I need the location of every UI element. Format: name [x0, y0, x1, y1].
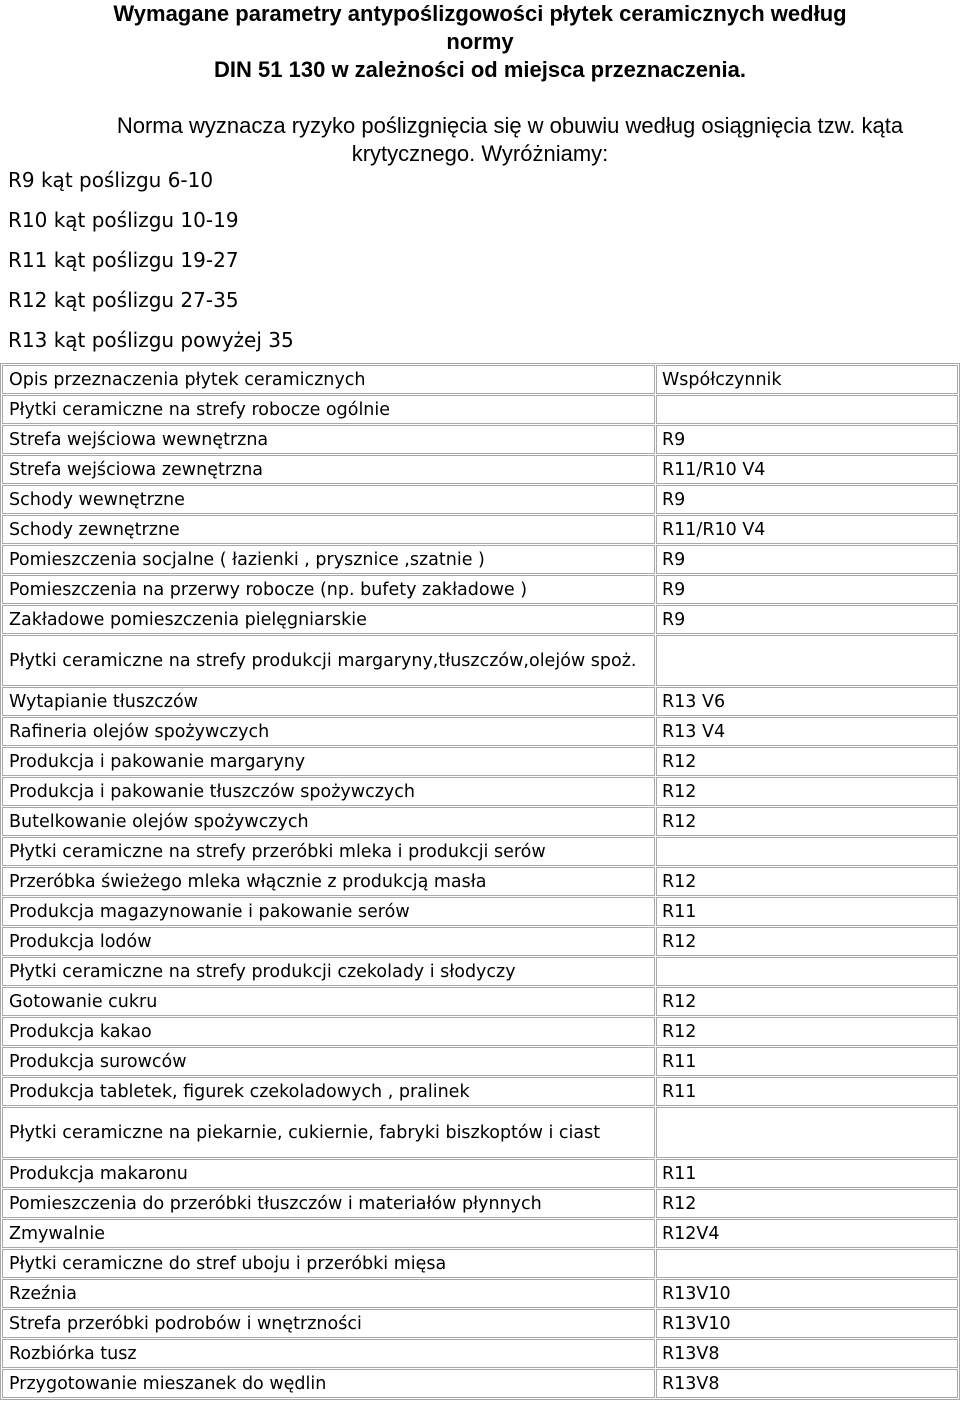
table-row — [2, 1077, 958, 1106]
row-coefficient: R12 — [656, 927, 958, 956]
row-description: Produkcja surowców — [2, 1047, 655, 1076]
row-coefficient: R11 — [656, 1159, 958, 1188]
table-section-row — [2, 395, 958, 424]
row-description: Pomieszczenia socjalne ( łazienki , prysznice ,szatnie ) — [2, 545, 655, 574]
row-description: Strefa wejściowa zewnętrzna — [2, 455, 655, 484]
table-row — [2, 455, 958, 484]
row-description: Produkcja i pakowanie tłuszczów spożywczych — [2, 777, 655, 806]
table-row — [2, 545, 958, 574]
table-row — [2, 1219, 958, 1248]
row-coefficient: R13V10 — [656, 1279, 958, 1308]
row-description: Płytki ceramiczne do stref uboju i przeróbki mięsa — [2, 1249, 655, 1278]
row-coefficient: R11/R10 V4 — [656, 515, 958, 544]
row-coefficient — [656, 1107, 958, 1158]
table-row — [2, 927, 958, 956]
row-description: Płytki ceramiczne na piekarnie, cukiernie, fabryki biszkoptów i ciast — [2, 1107, 655, 1158]
row-description: Produkcja i pakowanie margaryny — [2, 747, 655, 776]
row-description: Płytki ceramiczne na strefy robocze ogólnie — [2, 395, 655, 424]
row-coefficient: R9 — [656, 485, 958, 514]
table-row — [2, 1279, 958, 1308]
row-coefficient: R9 — [656, 545, 958, 574]
page-title — [0, 0, 960, 84]
row-coefficient: R12 — [656, 807, 958, 836]
row-coefficient: R9 — [656, 425, 958, 454]
row-description: Pomieszczenia na przerwy robocze (np. bufety zakładowe ) — [2, 575, 655, 604]
row-description: Strefa przeróbki podrobów i wnętrzności — [2, 1309, 655, 1338]
row-description: Rozbiórka tusz — [2, 1339, 655, 1368]
slip-level-r10: R10 kąt poślizgu 10-19 — [8, 208, 239, 232]
row-coefficient: R13V8 — [656, 1369, 958, 1398]
table-row — [2, 687, 958, 716]
row-description: Produkcja tabletek, figurek czekoladowych , pralinek — [2, 1077, 655, 1106]
row-coefficient: R11 — [656, 1077, 958, 1106]
row-coefficient: R13 V6 — [656, 687, 958, 716]
row-coefficient: R12 — [656, 987, 958, 1016]
row-description: Przygotowanie mieszanek do wędlin — [2, 1369, 655, 1398]
row-description: Produkcja makaronu — [2, 1159, 655, 1188]
header-coefficient: Współczynnik — [656, 365, 958, 394]
table-row — [2, 1189, 958, 1218]
title-line-1: Wymagane parametry antypoślizgowości płytek ceramicznych według — [113, 1, 847, 26]
table-row — [2, 605, 958, 634]
row-coefficient: R12 — [656, 777, 958, 806]
row-coefficient: R12 — [656, 1017, 958, 1046]
row-coefficient — [656, 635, 958, 686]
row-description: Gotowanie cukru — [2, 987, 655, 1016]
row-coefficient: R13V8 — [656, 1339, 958, 1368]
slip-level-r12: R12 kąt poślizgu 27-35 — [8, 288, 239, 312]
title-line-2: normy — [446, 29, 514, 54]
row-description: Butelkowanie olejów spożywczych — [2, 807, 655, 836]
table-section-row — [2, 837, 958, 866]
row-description: Produkcja magazynowanie i pakowanie serów — [2, 897, 655, 926]
slip-level-r13: R13 kąt poślizgu powyżej 35 — [8, 328, 294, 352]
table-row — [2, 897, 958, 926]
row-description: Produkcja lodów — [2, 927, 655, 956]
row-description: Pomieszczenia do przeróbki tłuszczów i materiałów płynnych — [2, 1189, 655, 1218]
row-description: Wytapianie tłuszczów — [2, 687, 655, 716]
table-row — [2, 1159, 958, 1188]
row-description: Przeróbka świeżego mleka włącznie z produkcją masła — [2, 867, 655, 896]
row-description: Rafineria olejów spożywczych — [2, 717, 655, 746]
row-description: Schody zewnętrzne — [2, 515, 655, 544]
table-row — [2, 717, 958, 746]
row-coefficient — [656, 395, 958, 424]
row-coefficient: R12 — [656, 1189, 958, 1218]
table-row — [2, 425, 958, 454]
slip-level-r11: R11 kąt poślizgu 19-27 — [8, 248, 239, 272]
table-row — [2, 1047, 958, 1076]
row-coefficient: R13 V4 — [656, 717, 958, 746]
table-row — [2, 575, 958, 604]
row-coefficient: R13V10 — [656, 1309, 958, 1338]
table-section-row — [2, 1249, 958, 1278]
table-row — [2, 515, 958, 544]
table-row — [2, 777, 958, 806]
row-description: Strefa wejściowa wewnętrzna — [2, 425, 655, 454]
slip-levels-list — [8, 160, 294, 360]
table-section-row — [2, 635, 958, 686]
row-coefficient — [656, 837, 958, 866]
row-coefficient — [656, 1249, 958, 1278]
row-coefficient: R12V4 — [656, 1219, 958, 1248]
table-header-row — [2, 365, 958, 394]
table-section-row — [2, 957, 958, 986]
table-row — [2, 747, 958, 776]
table-section-row — [2, 1107, 958, 1158]
row-description: Rzeźnia — [2, 1279, 655, 1308]
row-description: Zmywalnie — [2, 1219, 655, 1248]
row-description: Płytki ceramiczne na strefy przeróbki mleka i produkcji serów — [2, 837, 655, 866]
table-row — [2, 485, 958, 514]
row-description: Zakładowe pomieszczenia pielęgniarskie — [2, 605, 655, 634]
header-description: Opis przeznaczenia płytek ceramicznych — [2, 365, 655, 394]
row-coefficient: R12 — [656, 867, 958, 896]
row-coefficient: R11 — [656, 897, 958, 926]
slip-level-r9: R9 kąt poślizgu 6-10 — [8, 168, 214, 192]
slip-resistance-table — [0, 363, 960, 1400]
row-description: Płytki ceramiczne na strefy produkcji margaryny,tłuszczów,olejów spoż. — [2, 635, 655, 686]
row-coefficient — [656, 957, 958, 986]
table-row — [2, 1309, 958, 1338]
row-description: Schody wewnętrzne — [2, 485, 655, 514]
table-row — [2, 1339, 958, 1368]
row-coefficient: R9 — [656, 575, 958, 604]
table-row — [2, 1369, 958, 1398]
row-description: Produkcja kakao — [2, 1017, 655, 1046]
table-row — [2, 867, 958, 896]
intro-line-2: krytycznego. Wyróżniamy: — [351, 141, 609, 166]
row-description: Płytki ceramiczne na strefy produkcji czekolady i słodyczy — [2, 957, 655, 986]
row-coefficient: R11/R10 V4 — [656, 455, 958, 484]
row-coefficient: R11 — [656, 1047, 958, 1076]
row-coefficient: R9 — [656, 605, 958, 634]
intro-line-1: Norma wyznacza ryzyko poślizgnięcia się w obuwiu według osiągnięcia tzw. kąta — [116, 113, 904, 138]
row-coefficient: R12 — [656, 747, 958, 776]
table-row — [2, 1017, 958, 1046]
title-line-3: DIN 51 130 w zależności od miejsca przeznaczenia. — [214, 57, 746, 82]
table-row — [2, 987, 958, 1016]
table-row — [2, 807, 958, 836]
